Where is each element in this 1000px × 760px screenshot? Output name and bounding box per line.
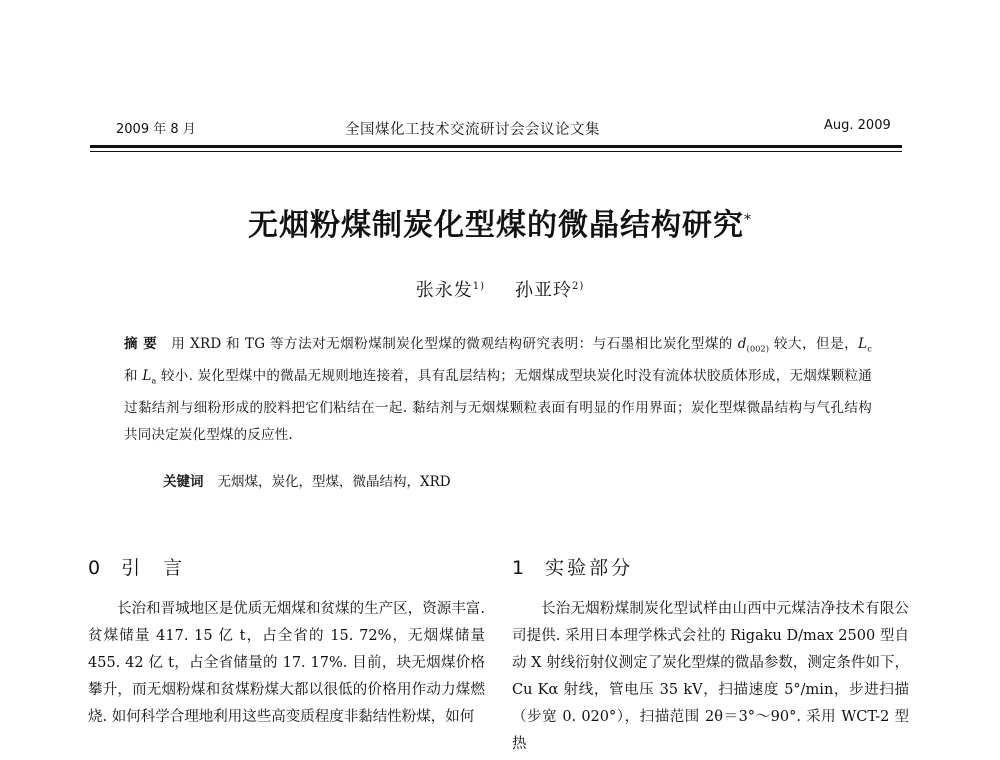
- paper-title: 无烟粉煤制炭化型煤的微晶结构研究*: [248, 208, 752, 243]
- keywords-label: 关键词: [163, 474, 204, 490]
- title-footnote-mark: *: [744, 212, 752, 228]
- running-header-proceedings: 全国煤化工技术交流研讨会会议论文集: [345, 122, 600, 138]
- keywords: [163, 470, 451, 490]
- author-affiliation: 2): [572, 281, 585, 292]
- abstract: 摘 要 用 XRD 和 TG 等方法对无烟粉煤制炭化型煤的微观结构研究表明：与石墨相比炭化型煤的 $d_{(002)}$ 较大，但是，$L_c$ 和 $L_a$ 较小. 炭化型煤中的微晶无规则地连接着，具有乱层结构；无烟煤成型块炭化时没有流体状胶质体形成，无烟煤颗粒通过黏结剂与细粉形成的胶料把它们粘结在一起. 黏结剂与无烟煤颗粒表面有明显的作用界面；炭化型煤微晶结构与气孔结构共同决定炭化型煤的反应性.: [124, 336, 872, 443]
- author-name: 张永发: [415, 280, 473, 301]
- section-heading-introduction: 0 引 言: [88, 557, 186, 579]
- author-name: 孙亚玲: [515, 280, 572, 301]
- body-column-left: [88, 596, 485, 731]
- author-affiliation: 1): [472, 281, 485, 292]
- d-spacing-symbol: d: [737, 336, 747, 352]
- lc-symbol: L: [858, 336, 868, 352]
- author-list: [300, 276, 700, 302]
- header-rule-thick: [90, 145, 902, 148]
- body-column-right: [512, 596, 909, 758]
- paragraph: 长治无烟粉煤制炭化型试样由山西中元煤洁净技术有限公司提供. 采用日本理学株式会社的 Rigaku D/max 2500 型自动 X 射线衍射仪测定了炭化型煤的微晶参数，测定条件如下，Cu Kα 射线，管电压 35 kV，扫描速度 5°/min，步进扫描（步宽 0. 020°），扫描范围 2θ＝3°～90°. 采用 WCT-2 型热: [512, 601, 909, 752]
- running-header-date: 2009 年 8 月: [116, 122, 196, 137]
- paragraph: 长治和晋城地区是优质无烟煤和贫煤的生产区，资源丰富. 贫煤储量 417. 15 亿 t，占全省的 15. 72%，无烟煤储量 455. 42 亿 t，占全省储量的 17. 17%. 目前，块无烟煤价格攀升，而无烟粉煤和贫煤粉煤大都以很低的价格用作动力煤燃烧. 如何科学合理地利用这些高变质程度非黏结性粉煤，如何: [88, 601, 485, 725]
- la-symbol: L: [142, 368, 152, 385]
- abstract-label: 摘 要: [124, 336, 158, 352]
- keywords-text: 无烟煤，炭化，型煤，微晶结构，XRD: [217, 474, 451, 490]
- header-rule-thin: [90, 151, 902, 152]
- running-header-date-en: Aug. 2009: [824, 118, 891, 133]
- section-heading-experimental: 1 实验部分: [512, 557, 634, 579]
